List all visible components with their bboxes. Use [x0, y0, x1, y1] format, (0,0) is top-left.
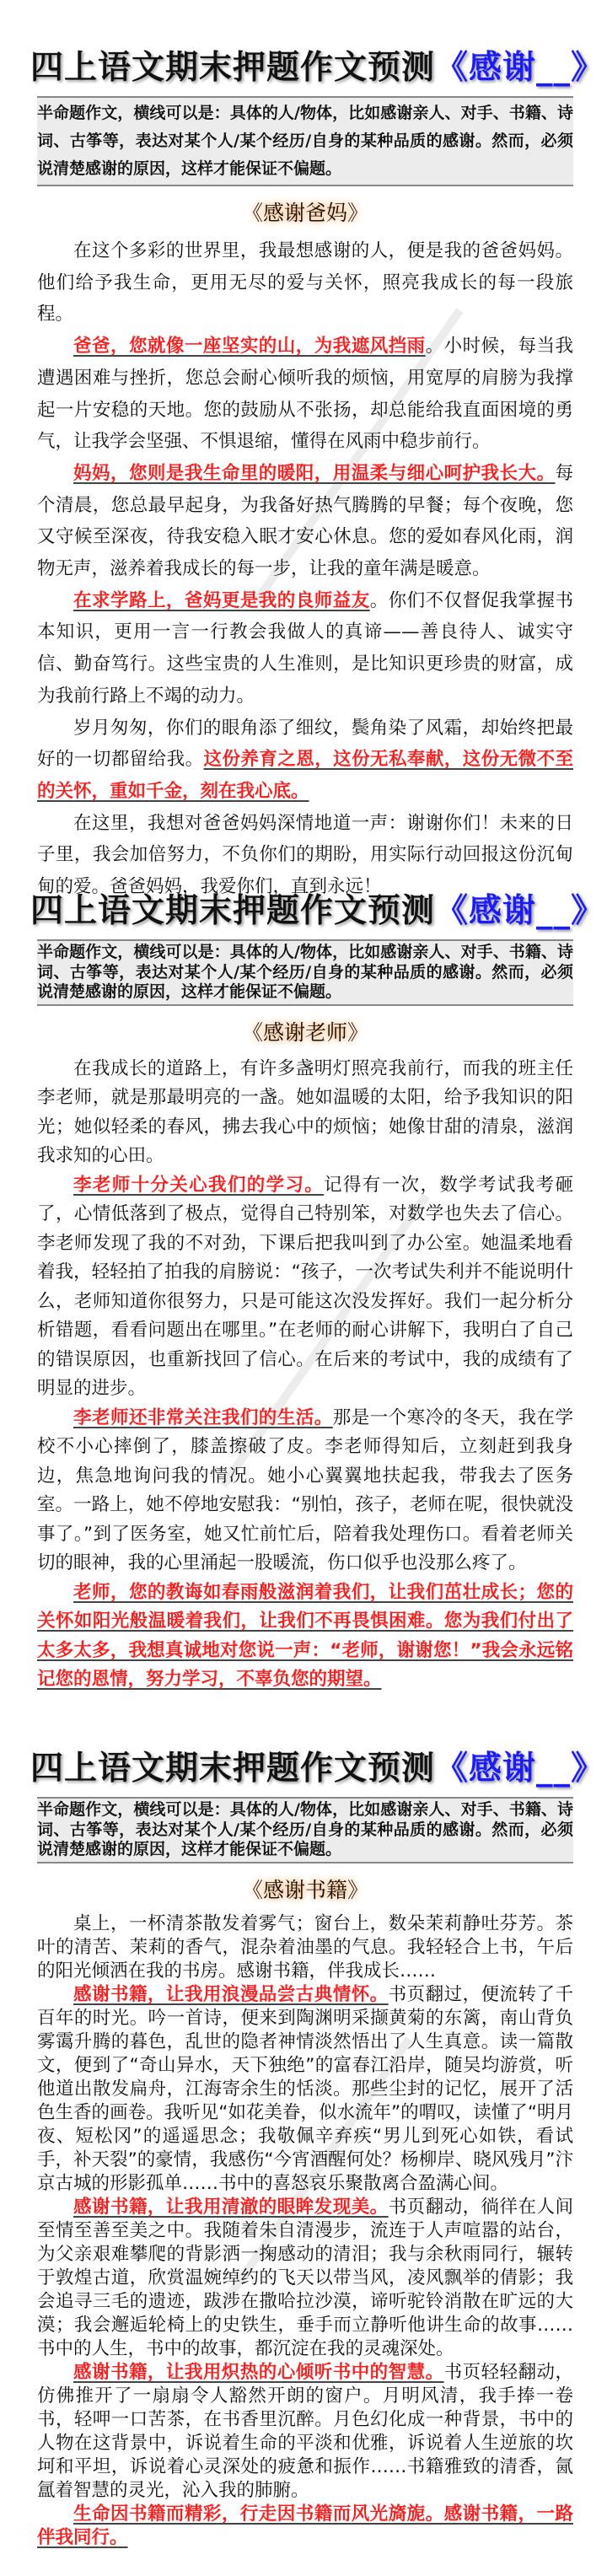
highlighted-sentence: 李老师还非常关注我们的生活。 [73, 1406, 333, 1428]
paragraph [37, 585, 573, 713]
highlighted-sentence: 妈妈，您则是我生命里的暖阳，用温柔与细心呵护我长大。 [73, 462, 556, 484]
highlighted-sentence: 这份养育之恩，这份无私奉献，这份无微不至的关怀，重如千金，刻在我心底。 [37, 749, 573, 802]
essay-title: 《感谢老师》 [241, 1019, 368, 1045]
intro-note: 半命题作文，横线可以是：具体的人/物体，比如感谢亲人、对手、书籍、诗词、古筝等，表达对某个人/某个经历/自身的某种品质的感谢。然而，必须说清楚感谢的原因，这样才能保证不偏题。 [37, 96, 573, 186]
highlighted-sentence: 老师，您的教诲如春雨般滋润着我们，让我们茁壮成长；您的关怀如阳光般温暖着我们，让我们不再畏惧困难。您为我们付出了太多太多，我想真诚地对您说一声：“老师，谢谢您！”我会永远铭记您的恩情，努力学习，不辜负您的期望。 [37, 1581, 573, 1690]
text-segment: 书页翻过，便流转了千百年的时光。吟一首诗，便来到陶渊明采撷黄菊的东篱，南山背负雾霭升腾的暮色，乱世的隐者神情淡然悟出了人生真意。读一篇散文，便到了“奇山异水，天下独绝”的富春江沿岸，随吴均游赏，听他道出散发扁舟，江海寄余生的恬淡。那些尘封的记忆，展开了活色生香的画卷。我听见“如花美眷，似水流年”的喟叹，读懂了“明月夜、短松冈”的遥遥思念；我敬佩辛弃疾“男儿到死心如铁，看试手，补天裂”的豪情，我感伤“今宵酒醒何处？杨柳岸、晓风残月”汴京古城的形影孤单……书中的喜怒哀乐聚散离合盈满心间。 [37, 1983, 573, 2194]
intro-note: 半命题作文，横线可以是：具体的人/物体，比如感谢亲人、对手、书籍、诗词、古筝等，表达对某个人/某个经历/自身的某种品质的感谢。然而，必须说清楚感谢的原因，这样才能保证不偏题。 [37, 1797, 573, 1863]
highlighted-sentence: 生命因书籍而精彩，行走因书籍而风光旖旎。感谢书籍，一路伴我同行。 [37, 2503, 573, 2548]
paragraph [37, 458, 573, 585]
page-title [30, 1746, 605, 1790]
text-segment: 记得有一次，数学考试我考砸了，心情低落到了极点，觉得自己特别笨，对数学也失去了信心。李老师发现了我的不对劲，下课后把我叫到了办公室。她温柔地看着我，轻轻拍了拍我的肩膀说：“孩子，一次考试失利并不能说明什么，老师知道你很努力，只是可能这次没发挥好。我们一起分析分析错题，看看问题出在哪里。”在老师的耐心讲解下，我明白了自己的错误原因，也重新找回了信心。在后来的考试中，我的成绩有了明显的进步。 [37, 1174, 573, 1399]
essay-title-wrap [37, 196, 573, 227]
title-main: 四上语文期末押题作文预测 [30, 891, 436, 930]
essay-section-teacher [30, 889, 605, 1695]
title-accent: 《感谢__》 [435, 891, 605, 930]
title-main: 四上语文期末押题作文预测 [30, 1749, 436, 1788]
text-segment: 。小时候，每当我遭遇困难与挫折，您总会耐心倾听我的烦恼，用宽厚的肩膀为我撑起一片安稳的天地。您的鼓励从不张扬，却总能给我直面困境的勇气，让我学会坚强、不惧退缩，懂得在风雨中稳步前行。 [37, 336, 573, 453]
essay-title-wrap [37, 1016, 573, 1046]
text-segment: 。你们不仅督促我掌握书本知识，更用一言一行教会我做人的真谛——善良待人、诚实守信、勤奋笃行。这些宝贵的人生准则，是比知识更珍贵的财富，成为我前行路上不竭的动力。 [37, 589, 573, 707]
essay-title: 《感谢爸妈》 [241, 201, 368, 225]
paragraph [37, 2503, 573, 2550]
text-segment: 书页翻动，徜徉在人间至情至善至美之中。我随着朱自清漫步，流连于人声喧嚣的站台，为父亲艰难攀爬的背影洒一掬感动的清泪；我与余秋雨同行，辗转于敦煌古道，欣赏温婉绰约的飞天以带当风，凌风飘举的倩影；我会追寻三毛的遗迹，跋涉在撒哈拉沙漠，谛听驼铃消散在旷远的大漠；我会邂逅轮椅上的史铁生，垂手而立静听他讲生命的故事……书中的人生，书中的故事，都沉淀在我的灵魂深处。 [37, 2196, 573, 2359]
text-segment: 在这里，我想对爸爸妈妈深情地道一声：谢谢你们！未来的日子里，我会加倍努力，不负你们的期盼，用实际行动回报这份沉甸甸的爱。爸爸妈妈，我爱你们，直到永远！ [37, 812, 573, 898]
highlighted-sentence: 李老师十分关心我们的学习。 [73, 1174, 325, 1196]
paragraph [37, 1912, 573, 1983]
paragraph [37, 1055, 573, 1171]
paragraph [37, 2196, 573, 2361]
highlighted-sentence: 感谢书籍，让我用炽热的心倾听书中的智慧。 [73, 2361, 444, 2383]
paragraph [37, 713, 573, 808]
page-title [30, 889, 605, 933]
essay-body [37, 1912, 573, 2550]
text-segment: 在这个多彩的世界里，我最想感谢的人，便是我的爸爸妈妈。他们给予我生命，更用无尽的爱与关怀，照亮我成长的每一段旅程。 [37, 240, 573, 325]
essay-section-parents [30, 46, 605, 903]
highlighted-sentence: 在求学路上，爸妈更是我的良师益友 [73, 589, 370, 611]
highlighted-sentence: 感谢书籍，让我用浪漫品尝古典情怀。 [73, 1983, 389, 2005]
essay-body [37, 1055, 573, 1695]
paragraph [37, 1578, 573, 1695]
paragraph [37, 235, 573, 331]
text-segment: 岁月匆匆，你们的眼角添了细纹，鬓角染了风霜，却始终把最好的一切都留给我。 [37, 717, 573, 771]
essay-body [37, 235, 573, 903]
title-accent: 《感谢__》 [435, 1749, 605, 1788]
paragraph [37, 1171, 573, 1404]
text-segment: 每个清晨，您总最早起身，为我备好热气腾腾的早餐；每个夜晚，您又守候至深夜，待我安稳入眠才安心休息。您的爱如春风化雨，润物无声，滋养着我成长的每一步，让我的童年满是暖意。 [37, 462, 573, 580]
essay-title-wrap [37, 1874, 573, 1904]
essay-title: 《感谢书籍》 [241, 1877, 368, 1902]
paragraph [37, 2361, 573, 2503]
text-segment: 在我成长的道路上，有许多盏明灯照亮我前行，而我的班主任李老师，就是那最明亮的一盏。她如温暖的太阳，给予我知识的阳光；她似轻柔的春风，拂去我心中的烦恼；她像甘甜的清泉，滋润我求知的心田。 [37, 1057, 573, 1166]
paragraph [37, 1404, 573, 1578]
paragraph [37, 1983, 573, 2196]
text-segment: 那是一个寒冷的冬天，我在学校不小心摔倒了，膝盖擦破了皮。李老师得知后，立刻赶到我身边，焦急地询问我的情况。她小心翼翼地扶起我，带我去了医务室。一路上，她不停地安慰我：“别怕，孩子，老师在呢，很快就没事了。”到了医务室，她又忙前忙后，陪着我处理伤口。看着老师关切的眼神，我的心里涌起一股暖流，伤口似乎也没那么疼了。 [37, 1406, 573, 1573]
text-segment: 书页轻轻翻动，仿佛推开了一扇扇令人豁然开朗的窗户。月明风清，我手捧一卷书，轻呷一口苦茶，在书香里沉醉。月色幻化成一种背景，书中的人物在这背景中，诉说着生命的平淡和优雅，诉说着人生逆旅的坎坷和平坦，诉说着心灵深处的疲惫和振作……书籍雅致的清香，氤氲着智慧的灵光，沁入我的肺腑。 [37, 2361, 573, 2501]
title-accent: 《感谢__》 [435, 48, 605, 87]
intro-note: 半命题作文，横线可以是：具体的人/物体，比如感谢亲人、对手、书籍、诗词、古筝等，表达对某个人/某个经历/自身的某种品质的感谢。然而，必须说清楚感谢的原因，这样才能保证不偏题。 [37, 939, 573, 1006]
text-segment: 桌上，一杯清茶散发着雾气；窗台上，数朵茉莉静吐芬芳。茶叶的清苦、茉莉的香气，混杂着油墨的气息。我轻轻合上书，午后的阳光倾洒在我的书房。感谢书籍，伴我成长…… [37, 1912, 573, 1982]
highlighted-sentence: 爸爸，您就像一座坚实的山，为我遮风挡雨 [73, 336, 426, 358]
highlighted-sentence: 感谢书籍，让我用清澈的眼眸发现美。 [73, 2196, 389, 2218]
essay-section-books [30, 1746, 605, 2550]
paragraph [37, 331, 573, 458]
page-title [30, 46, 605, 89]
title-main: 四上语文期末押题作文预测 [30, 48, 436, 87]
